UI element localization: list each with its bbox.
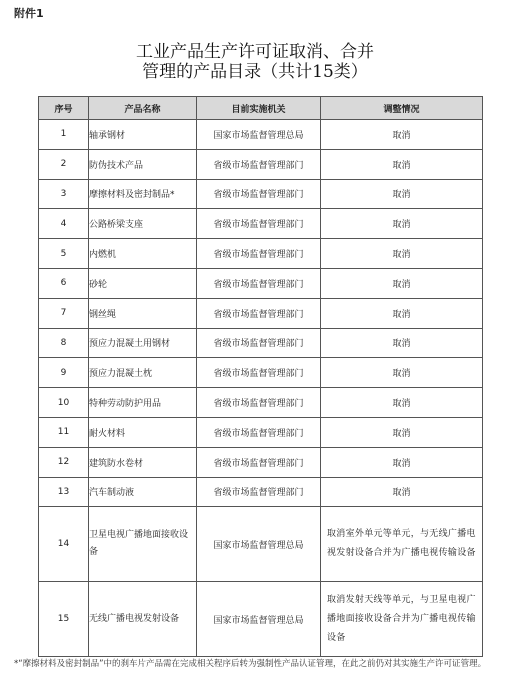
header-agency: 目前实施机关: [197, 97, 321, 120]
cell-adjustment: 取消: [321, 149, 483, 179]
cell-adjustment: 取消: [321, 417, 483, 447]
cell-no: 13: [39, 477, 89, 507]
cell-no: 9: [39, 358, 89, 388]
cell-agency: 省级市场监督管理部门: [197, 298, 321, 328]
header-product-name: 产品名称: [89, 97, 197, 120]
cell-product-name: 汽车制动液: [89, 477, 197, 507]
cell-no: 8: [39, 328, 89, 358]
cell-product-name: 特种劳动防护用品: [89, 388, 197, 418]
header-adjustment: 调整情况: [321, 97, 483, 120]
table-row: [39, 417, 483, 447]
cell-agency: 省级市场监督管理部门: [197, 388, 321, 418]
cell-agency: 国家市场监督管理总局: [197, 507, 321, 582]
table-row: [39, 209, 483, 239]
cell-product-name: 钢丝绳: [89, 298, 197, 328]
table-row: [39, 298, 483, 328]
title-line-2: 管理的产品目录（共计15类）: [142, 62, 368, 82]
cell-no: 2: [39, 149, 89, 179]
cell-product-name: 预应力混凝土用钢材: [89, 328, 197, 358]
table-row: [39, 447, 483, 477]
cell-no: 10: [39, 388, 89, 418]
cell-product-name: 摩擦材料及密封制品*: [89, 179, 197, 209]
footnote: *“摩擦材料及密封制品”中的刹车片产品需在完成相关程序后转为强制性产品认证管理，在此之前仍对其实施生产许可证管理。: [14, 659, 487, 669]
cell-no: 4: [39, 209, 89, 239]
cell-no: 12: [39, 447, 89, 477]
cell-agency: 省级市场监督管理部门: [197, 268, 321, 298]
cell-adjustment: 取消: [321, 179, 483, 209]
cell-no: 14: [39, 507, 89, 582]
cell-no: 1: [39, 120, 89, 150]
product-catalog-table: [38, 96, 483, 657]
attachment-label: 附件1: [14, 7, 44, 20]
table-row: [39, 179, 483, 209]
table-row: [39, 582, 483, 657]
cell-product-name: 公路桥梁支座: [89, 209, 197, 239]
table-row: [39, 120, 483, 150]
cell-adjustment: 取消: [321, 268, 483, 298]
cell-adjustment: 取消: [321, 239, 483, 269]
cell-no: 15: [39, 582, 89, 657]
document-title: [0, 42, 510, 82]
table-row: [39, 388, 483, 418]
cell-adjustment: 取消: [321, 447, 483, 477]
cell-agency: 省级市场监督管理部门: [197, 447, 321, 477]
cell-no: 7: [39, 298, 89, 328]
cell-no: 5: [39, 239, 89, 269]
cell-adjustment: 取消: [321, 477, 483, 507]
table-row: [39, 268, 483, 298]
cell-product-name: 卫星电视广播地面接收设备: [89, 507, 197, 582]
cell-adjustment: 取消: [321, 328, 483, 358]
cell-agency: 省级市场监督管理部门: [197, 477, 321, 507]
cell-agency: 省级市场监督管理部门: [197, 328, 321, 358]
cell-agency: 国家市场监督管理总局: [197, 582, 321, 657]
cell-no: 3: [39, 179, 89, 209]
table-header-row: [39, 97, 483, 120]
cell-agency: 省级市场监督管理部门: [197, 209, 321, 239]
cell-agency: 国家市场监督管理总局: [197, 120, 321, 150]
cell-no: 11: [39, 417, 89, 447]
table-row: [39, 477, 483, 507]
cell-no: 6: [39, 268, 89, 298]
cell-agency: 省级市场监督管理部门: [197, 417, 321, 447]
cell-product-name: 无线广播电视发射设备: [89, 582, 197, 657]
cell-adjustment: 取消发射天线等单元，与卫星电视广播地面接收设备合并为广播电视传输设备: [321, 582, 483, 657]
table-row: [39, 358, 483, 388]
table-row: [39, 328, 483, 358]
table-row: [39, 149, 483, 179]
cell-adjustment: 取消: [321, 358, 483, 388]
cell-product-name: 防伪技术产品: [89, 149, 197, 179]
cell-agency: 省级市场监督管理部门: [197, 149, 321, 179]
cell-product-name: 轴承钢材: [89, 120, 197, 150]
cell-product-name: 砂轮: [89, 268, 197, 298]
table-row: [39, 239, 483, 269]
table-row: [39, 507, 483, 582]
cell-product-name: 建筑防水卷材: [89, 447, 197, 477]
title-line-1: 工业产品生产许可证取消、合并: [136, 42, 374, 62]
cell-adjustment: 取消: [321, 388, 483, 418]
cell-adjustment: 取消室外单元等单元，与无线广播电视发射设备合并为广播电视传输设备: [321, 507, 483, 582]
cell-product-name: 内燃机: [89, 239, 197, 269]
cell-product-name: 预应力混凝土枕: [89, 358, 197, 388]
cell-adjustment: 取消: [321, 120, 483, 150]
cell-agency: 省级市场监督管理部门: [197, 239, 321, 269]
cell-agency: 省级市场监督管理部门: [197, 358, 321, 388]
header-no: 序号: [39, 97, 89, 120]
cell-adjustment: 取消: [321, 209, 483, 239]
cell-adjustment: 取消: [321, 298, 483, 328]
cell-agency: 省级市场监督管理部门: [197, 179, 321, 209]
cell-product-name: 耐火材料: [89, 417, 197, 447]
